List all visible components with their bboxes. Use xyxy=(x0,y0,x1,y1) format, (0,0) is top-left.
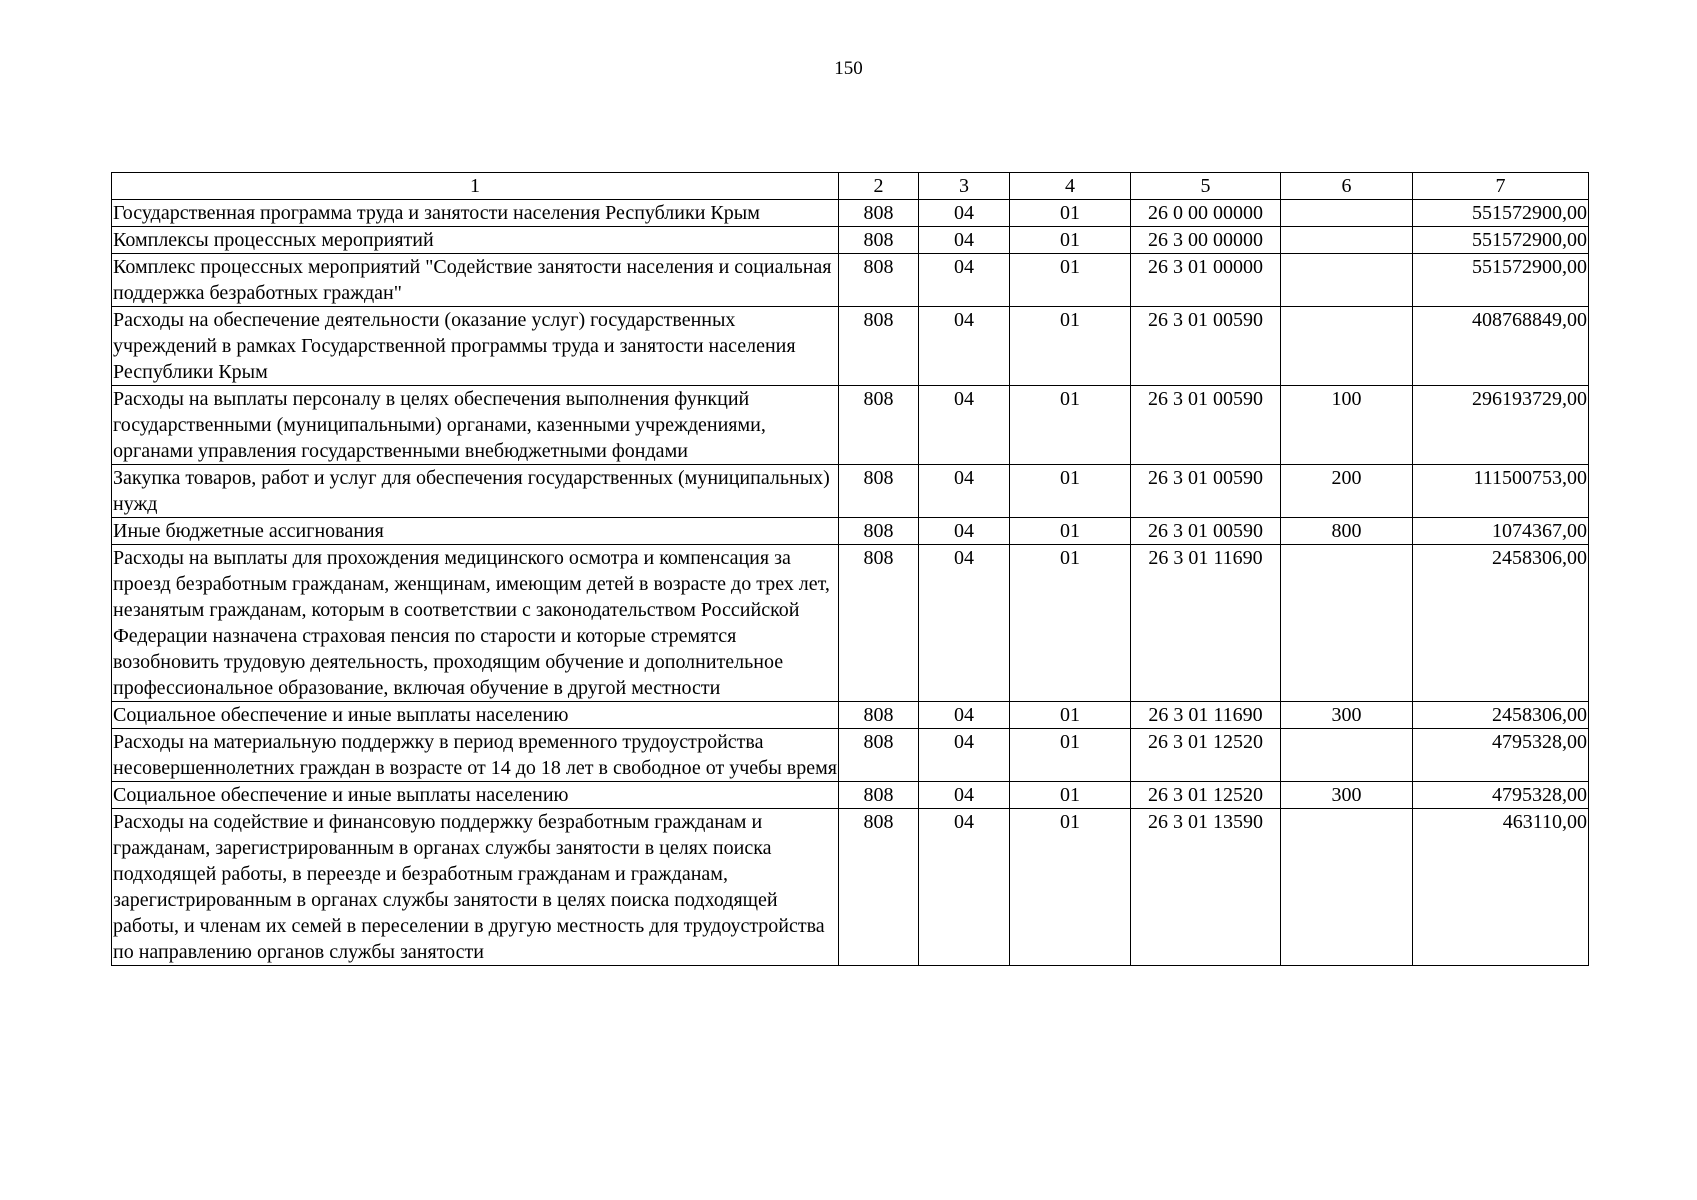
table-header xyxy=(112,173,1589,200)
ministry-code-cell: 808 xyxy=(839,702,919,729)
subsection-code-cell: 01 xyxy=(1010,386,1131,465)
table-row xyxy=(112,227,1589,254)
target-article-cell: 26 3 01 12520 xyxy=(1131,729,1281,782)
amount-cell: 2458306,00 xyxy=(1413,702,1589,729)
expense-type-cell xyxy=(1281,307,1413,386)
target-article-cell: 26 3 01 11690 xyxy=(1131,702,1281,729)
amount-cell: 296193729,00 xyxy=(1413,386,1589,465)
amount-cell: 4795328,00 xyxy=(1413,782,1589,809)
column-header: 3 xyxy=(919,173,1010,200)
amount-cell: 2458306,00 xyxy=(1413,545,1589,702)
table-row xyxy=(112,307,1589,386)
section-code-cell: 04 xyxy=(919,307,1010,386)
column-header: 6 xyxy=(1281,173,1413,200)
subsection-code-cell: 01 xyxy=(1010,307,1131,386)
column-header: 1 xyxy=(112,173,839,200)
subsection-code-cell: 01 xyxy=(1010,254,1131,307)
budget-table xyxy=(111,172,1589,966)
target-article-cell: 26 3 01 00000 xyxy=(1131,254,1281,307)
ministry-code-cell: 808 xyxy=(839,254,919,307)
row-name-cell: Иные бюджетные ассигнования xyxy=(112,518,839,545)
section-code-cell: 04 xyxy=(919,465,1010,518)
expense-type-cell: 300 xyxy=(1281,702,1413,729)
section-code-cell: 04 xyxy=(919,200,1010,227)
section-code-cell: 04 xyxy=(919,518,1010,545)
subsection-code-cell: 01 xyxy=(1010,809,1131,966)
table-row xyxy=(112,200,1589,227)
target-article-cell: 26 3 01 00590 xyxy=(1131,386,1281,465)
ministry-code-cell: 808 xyxy=(839,386,919,465)
ministry-code-cell: 808 xyxy=(839,809,919,966)
ministry-code-cell: 808 xyxy=(839,465,919,518)
row-name-cell: Государственная программа труда и занятости населения Республики Крым xyxy=(112,200,839,227)
column-header: 5 xyxy=(1131,173,1281,200)
amount-cell: 551572900,00 xyxy=(1413,254,1589,307)
ministry-code-cell: 808 xyxy=(839,518,919,545)
row-name-cell: Расходы на выплаты для прохождения медицинского осмотра и компенсация за проезд безработным гражданам, женщинам, имеющим детей в возрасте до трех лет, незанятым гражданам, которым в соответствии с законодательством Российской Федерации назначена страховая пенсия по старости и которые стремятся возобновить трудовую деятельность, проходящим обучение и дополнительное профессиональное образование, включая обучение в другой местности xyxy=(112,545,839,702)
expense-type-cell: 300 xyxy=(1281,782,1413,809)
row-name-cell: Расходы на выплаты персоналу в целях обеспечения выполнения функций государственными (муниципальными) органами, казенными учреждениями, органами управления государственными внебюджетными фондами xyxy=(112,386,839,465)
expense-type-cell xyxy=(1281,545,1413,702)
section-code-cell: 04 xyxy=(919,545,1010,702)
amount-cell: 408768849,00 xyxy=(1413,307,1589,386)
row-name-cell: Социальное обеспечение и иные выплаты населению xyxy=(112,782,839,809)
table-row xyxy=(112,254,1589,307)
section-code-cell: 04 xyxy=(919,254,1010,307)
amount-cell: 551572900,00 xyxy=(1413,227,1589,254)
expense-type-cell xyxy=(1281,729,1413,782)
target-article-cell: 26 3 01 12520 xyxy=(1131,782,1281,809)
table-row xyxy=(112,729,1589,782)
expense-type-cell: 200 xyxy=(1281,465,1413,518)
table-row xyxy=(112,386,1589,465)
subsection-code-cell: 01 xyxy=(1010,545,1131,702)
subsection-code-cell: 01 xyxy=(1010,702,1131,729)
section-code-cell: 04 xyxy=(919,227,1010,254)
table-row xyxy=(112,809,1589,966)
header-row xyxy=(112,173,1589,200)
section-code-cell: 04 xyxy=(919,386,1010,465)
row-name-cell: Комплексы процессных мероприятий xyxy=(112,227,839,254)
row-name-cell: Расходы на материальную поддержку в период временного трудоустройства несовершеннолетних граждан в возрасте от 14 до 18 лет в свободное от учебы время xyxy=(112,729,839,782)
target-article-cell: 26 0 00 00000 xyxy=(1131,200,1281,227)
ministry-code-cell: 808 xyxy=(839,729,919,782)
amount-cell: 111500753,00 xyxy=(1413,465,1589,518)
table-row xyxy=(112,545,1589,702)
expense-type-cell xyxy=(1281,227,1413,254)
subsection-code-cell: 01 xyxy=(1010,465,1131,518)
target-article-cell: 26 3 01 13590 xyxy=(1131,809,1281,966)
row-name-cell: Социальное обеспечение и иные выплаты населению xyxy=(112,702,839,729)
ministry-code-cell: 808 xyxy=(839,782,919,809)
section-code-cell: 04 xyxy=(919,729,1010,782)
table-row xyxy=(112,782,1589,809)
expense-type-cell xyxy=(1281,254,1413,307)
subsection-code-cell: 01 xyxy=(1010,782,1131,809)
column-header: 4 xyxy=(1010,173,1131,200)
row-name-cell: Закупка товаров, работ и услуг для обеспечения государственных (муниципальных) нужд xyxy=(112,465,839,518)
subsection-code-cell: 01 xyxy=(1010,200,1131,227)
subsection-code-cell: 01 xyxy=(1010,729,1131,782)
expense-type-cell xyxy=(1281,809,1413,966)
table-row xyxy=(112,702,1589,729)
amount-cell: 1074367,00 xyxy=(1413,518,1589,545)
expense-type-cell xyxy=(1281,200,1413,227)
ministry-code-cell: 808 xyxy=(839,545,919,702)
column-header: 7 xyxy=(1413,173,1589,200)
ministry-code-cell: 808 xyxy=(839,307,919,386)
amount-cell: 463110,00 xyxy=(1413,809,1589,966)
expense-type-cell: 800 xyxy=(1281,518,1413,545)
table-row xyxy=(112,465,1589,518)
page-number: 150 xyxy=(834,58,863,79)
target-article-cell: 26 3 01 11690 xyxy=(1131,545,1281,702)
section-code-cell: 04 xyxy=(919,809,1010,966)
amount-cell: 551572900,00 xyxy=(1413,200,1589,227)
column-header: 2 xyxy=(839,173,919,200)
row-name-cell: Расходы на содействие и финансовую поддержку безработным гражданам и гражданам, зарегистрированным в органах службы занятости в целях поиска подходящей работы, в переезде и безработным гражданам и гражданам, зарегистрированным в органах службы занятости в целях поиска подходящей работы, и членам их семей в переселении в другую местность для трудоустройства по направлению органов службы занятости xyxy=(112,809,839,966)
amount-cell: 4795328,00 xyxy=(1413,729,1589,782)
target-article-cell: 26 3 01 00590 xyxy=(1131,307,1281,386)
subsection-code-cell: 01 xyxy=(1010,518,1131,545)
row-name-cell: Комплекс процессных мероприятий "Содействие занятости населения и социальная поддержка безработных граждан" xyxy=(112,254,839,307)
table-row xyxy=(112,518,1589,545)
subsection-code-cell: 01 xyxy=(1010,227,1131,254)
row-name-cell: Расходы на обеспечение деятельности (оказание услуг) государственных учреждений в рамках Государственной программы труда и занятости населения Республики Крым xyxy=(112,307,839,386)
target-article-cell: 26 3 01 00590 xyxy=(1131,518,1281,545)
target-article-cell: 26 3 00 00000 xyxy=(1131,227,1281,254)
table-body xyxy=(112,200,1589,966)
ministry-code-cell: 808 xyxy=(839,200,919,227)
section-code-cell: 04 xyxy=(919,702,1010,729)
expense-type-cell: 100 xyxy=(1281,386,1413,465)
target-article-cell: 26 3 01 00590 xyxy=(1131,465,1281,518)
section-code-cell: 04 xyxy=(919,782,1010,809)
ministry-code-cell: 808 xyxy=(839,227,919,254)
